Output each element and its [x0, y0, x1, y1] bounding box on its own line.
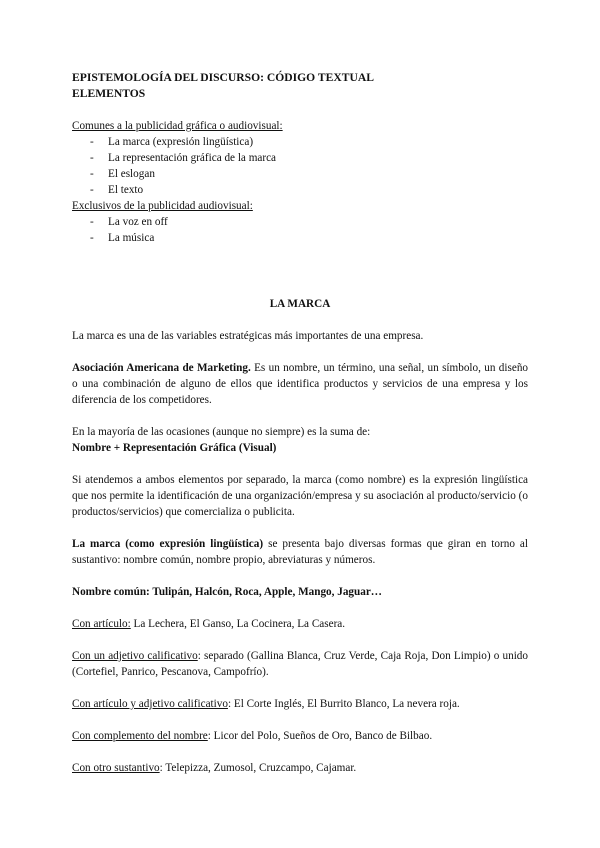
paragraph-con-adjetivo: Con un adjetivo calificativo: separado (Gallina Blanca, Cruz Verde, Caja Roja, Don Limpio) o unido (Cortefiel, Panrico, Pescanova, Campofrío). [72, 650, 528, 678]
dash-bullet: - [90, 216, 94, 228]
exclusive-list [72, 214, 528, 246]
doc-title-line1: EPISTEMOLOGÍA DEL DISCURSO: CÓDIGO TEXTUAL [72, 71, 374, 84]
paragraph-con-articulo-adjetivo: Con artículo y adjetivo calificativo: El Corte Inglés, El Burrito Blanco, La nevera roja. [72, 698, 460, 710]
paragraph-intro: La marca es una de las variables estratégicas más importantes de una empresa. [72, 330, 424, 342]
dash-bullet: - [90, 184, 94, 196]
list-item: - El texto [90, 184, 144, 196]
dash-bullet: - [90, 168, 94, 180]
paragraph-con-articulo: Con artículo: La Lechera, El Ganso, La Cocinera, La Casera. [72, 618, 346, 630]
paragraph-con-complemento: Con complemento del nombre: Licor del Polo, Sueños de Oro, Banco de Bilbao. [72, 730, 433, 742]
list-item: - La representación gráfica de la marca [90, 152, 277, 164]
list-item: - La música [90, 232, 155, 244]
paragraph-ama: Asociación Americana de Marketing. Es un nombre, un término, una señal, un símbolo, un diseño o una combinación de alguno de ellos que identifica productos y servicios de una empresa y los diferencia de los competidores. [72, 362, 529, 406]
paragraph-ambos: Si atendemos a ambos elementos por separado, la marca (como nombre) es la expresión lingüística que nos permite la identificación de una organización/empresa y su asociación al producto/servicio (o productos/servicios) que comercializa o publicita. [72, 474, 528, 518]
document-page [72, 70, 528, 776]
list-item: - La marca (expresión lingüística) [90, 136, 254, 148]
exclusive-heading: Exclusivos de la publicidad audiovisual: [72, 200, 253, 212]
dash-bullet: - [90, 136, 94, 148]
section-title: LA MARCA [269, 298, 331, 310]
paragraph-suma-line2: Nombre + Representación Gráfica (Visual) [72, 442, 277, 454]
paragraph-expresion: La marca (como expresión lingüística) se presenta bajo diversas formas que giran en torno al sustantivo: nombre común, nombre propio, abreviaturas y números. [72, 538, 528, 566]
common-heading: Comunes a la publicidad gráfica o audiovisual: [72, 120, 283, 132]
dash-bullet: - [90, 232, 94, 244]
list-item: - El eslogan [90, 168, 155, 180]
common-list [72, 134, 528, 198]
paragraph-suma-line1: En la mayoría de las ocasiones (aunque no siempre) es la suma de: [72, 426, 371, 438]
doc-title-line2: ELEMENTOS [72, 87, 146, 100]
dash-bullet: - [90, 152, 94, 164]
list-item: - La voz en off [90, 216, 168, 228]
paragraph-con-otro-sustantivo: Con otro sustantivo: Telepizza, Zumosol, Cruzcampo, Cajamar. [72, 762, 357, 774]
paragraph-nombre-comun: Nombre común: Tulipán, Halcón, Roca, Apple, Mango, Jaguar… [72, 586, 382, 598]
